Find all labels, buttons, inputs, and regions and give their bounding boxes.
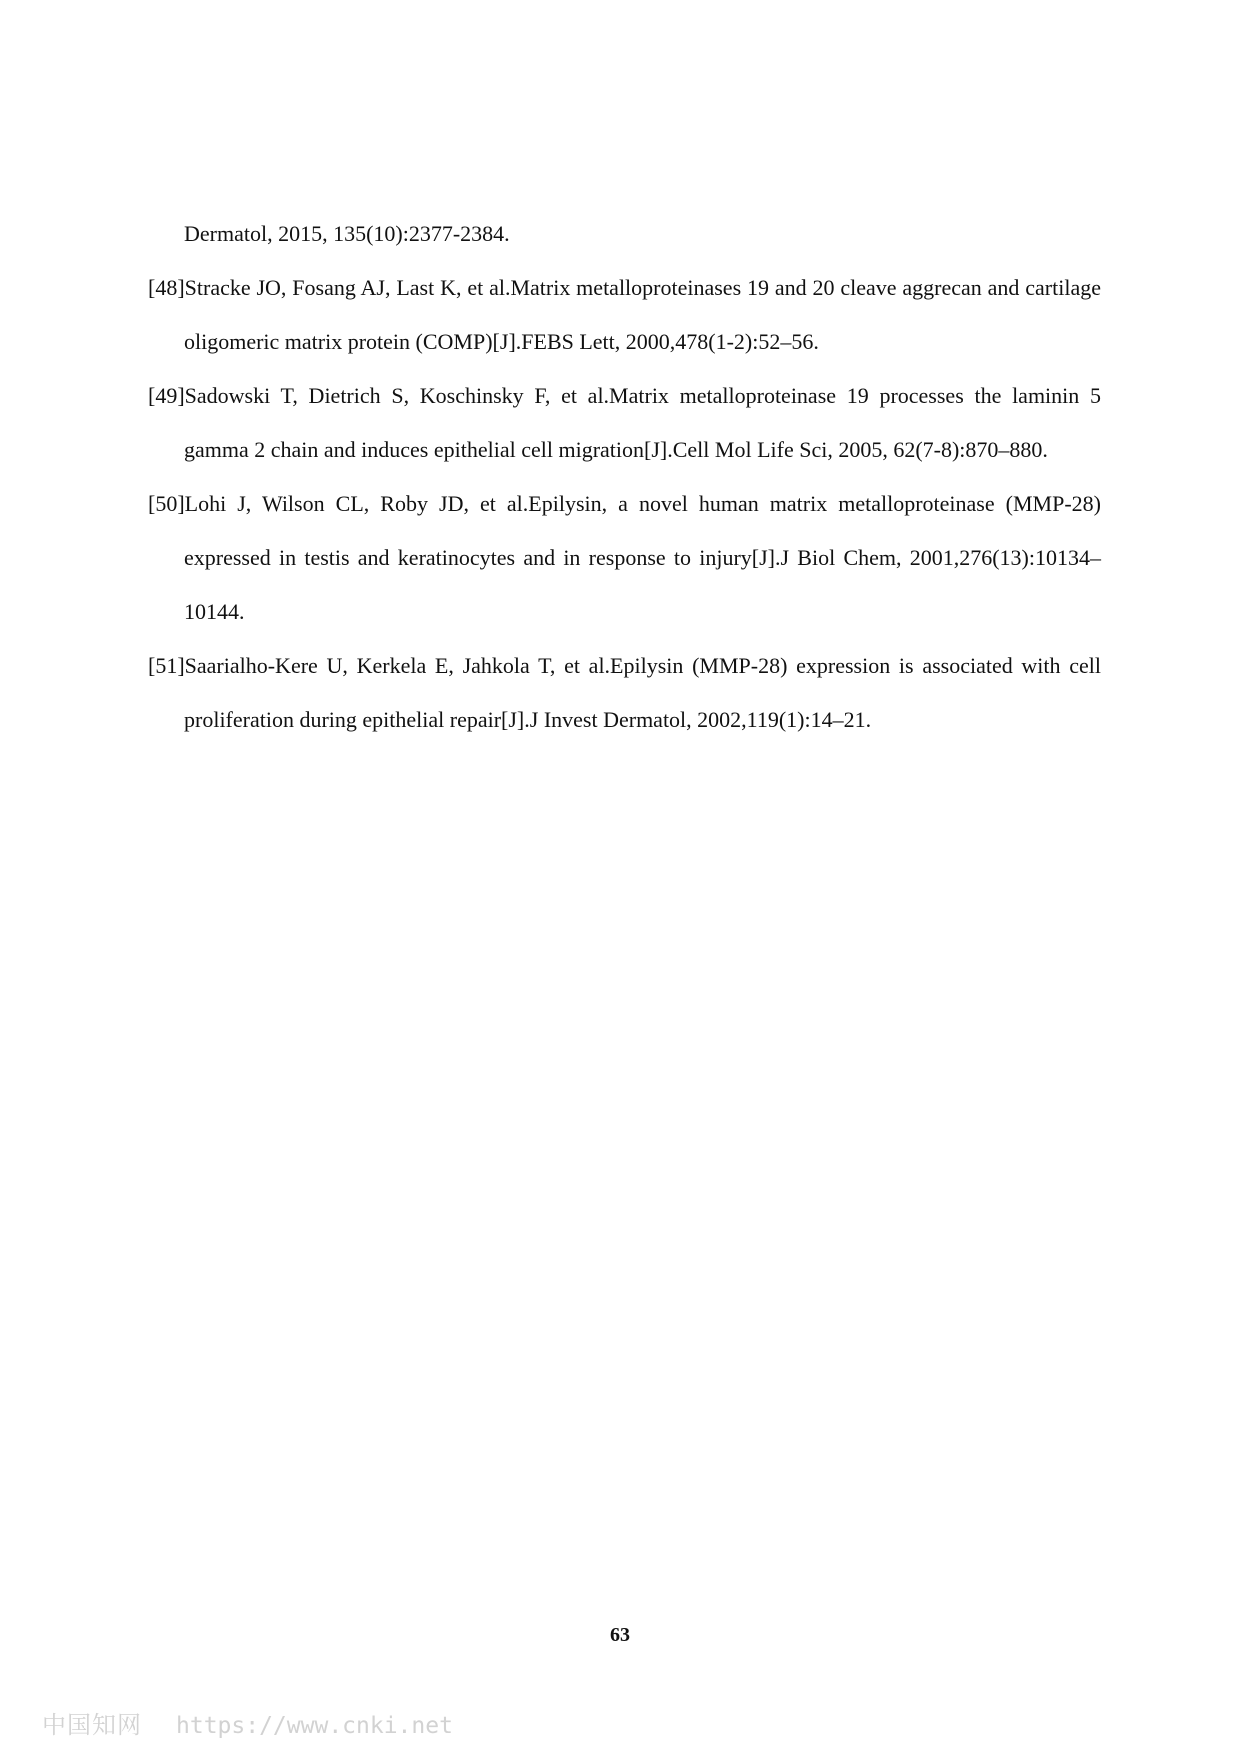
reference-50: [50]Lohi J, Wilson CL, Roby JD, et al.Epilysin, a novel human matrix metalloproteinase (MMP-28) expressed in testis and keratinocytes and in response to injury[J].J Biol Chem, 2001,276(13):10134–10144.: [148, 491, 1101, 624]
reference-49: [49]Sadowski T, Dietrich S, Koschinsky F, et al.Matrix metalloproteinase 19 processes the laminin 5 gamma 2 chain and induces epithelial cell migration[J].Cell Mol Life Sci, 2005, 62(7-8):870–880.: [148, 383, 1101, 462]
cnki-watermark: [42, 1705, 453, 1740]
watermark-name: 中国知网: [42, 1711, 142, 1739]
page-number: 63: [610, 1624, 630, 1646]
reference-continuation: Dermatol, 2015, 135(10):2377-2384.: [184, 221, 510, 246]
reference-48: [48]Stracke JO, Fosang AJ, Last K, et al.Matrix metalloproteinases 19 and 20 cleave aggrecan and cartilage oligomeric matrix protein (COMP)[J].FEBS Lett, 2000,478(1-2):52–56.: [148, 275, 1101, 354]
reference-51: [51]Saarialho-Kere U, Kerkela E, Jahkola T, et al.Epilysin (MMP-28) expression is associated with cell proliferation during epithelial repair[J].J Invest Dermatol, 2002,119(1):14–21.: [148, 653, 1101, 732]
watermark-url: https://www.cnki.net: [176, 1713, 453, 1739]
reference-list: [148, 207, 1101, 747]
